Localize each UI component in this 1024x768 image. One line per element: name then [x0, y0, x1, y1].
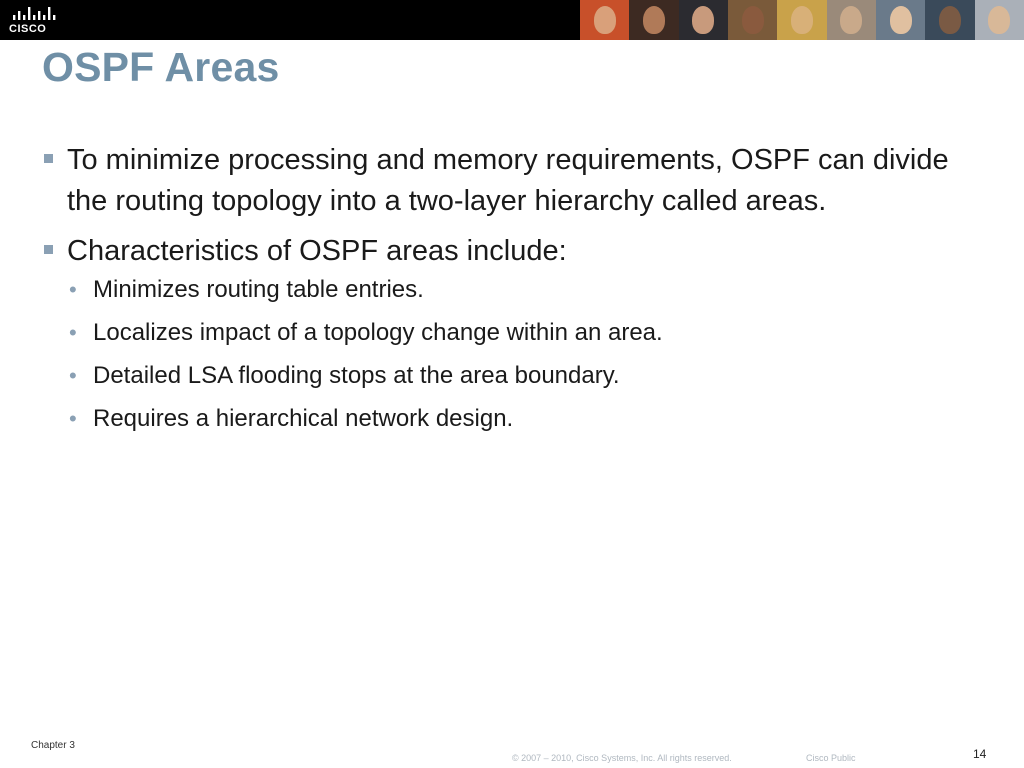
person-photo [791, 6, 813, 34]
person-photo [594, 6, 616, 34]
sub-bullet-list [42, 275, 972, 434]
person-photo [840, 6, 862, 34]
cisco-bars-icon [12, 6, 56, 22]
photo-tile [827, 0, 876, 40]
dot-bullet-icon: • [69, 277, 77, 302]
person-photo [988, 6, 1010, 34]
photo-tile [876, 0, 925, 40]
bullet-item [42, 231, 972, 272]
person-photo [692, 6, 714, 34]
photo-tile [728, 0, 777, 40]
bullet-text: To minimize processing and memory requirements, OSPF can divide the routing topology into a two-layer hierarchy called areas. [67, 144, 949, 217]
photo-tile [580, 0, 629, 40]
photo-strip [580, 0, 1024, 40]
bullet-item [42, 140, 972, 222]
person-photo [939, 6, 961, 34]
dot-bullet-icon: • [69, 406, 77, 431]
classification-label: Cisco Public [806, 753, 856, 763]
person-photo [643, 6, 665, 34]
sub-bullet-item [42, 275, 972, 305]
sub-bullet-item [42, 361, 972, 391]
photo-tile [975, 0, 1024, 40]
page-number: 14 [973, 747, 987, 761]
sub-bullet-text: Detailed LSA flooding stops at the area boundary. [93, 362, 620, 389]
photo-tile [777, 0, 826, 40]
dot-bullet-icon: • [69, 320, 77, 345]
dot-bullet-icon: • [69, 363, 77, 388]
top-banner [0, 0, 1024, 40]
sub-bullet-text: Requires a hierarchical network design. [93, 405, 514, 432]
person-photo [742, 6, 764, 34]
photo-tile [679, 0, 728, 40]
square-bullet-icon [44, 154, 53, 163]
slide-title: OSPF Areas [42, 44, 280, 90]
photo-tile [629, 0, 678, 40]
copyright-notice: © 2007 – 2010, Cisco Systems, Inc. All rights reserved. [512, 753, 732, 763]
cisco-logo [6, 4, 60, 36]
square-bullet-icon [44, 245, 53, 254]
logo-text: CISCO [9, 23, 47, 35]
sub-bullet-text: Minimizes routing table entries. [93, 276, 424, 303]
person-photo [890, 6, 912, 34]
sub-bullet-item [42, 404, 972, 434]
sub-bullet-item [42, 318, 972, 348]
photo-tile [925, 0, 974, 40]
sub-bullet-text: Localizes impact of a topology change within an area. [93, 319, 663, 346]
slide-body [42, 140, 972, 447]
bullet-text: Characteristics of OSPF areas include: [67, 235, 567, 267]
chapter-label: Chapter 3 [31, 740, 75, 751]
